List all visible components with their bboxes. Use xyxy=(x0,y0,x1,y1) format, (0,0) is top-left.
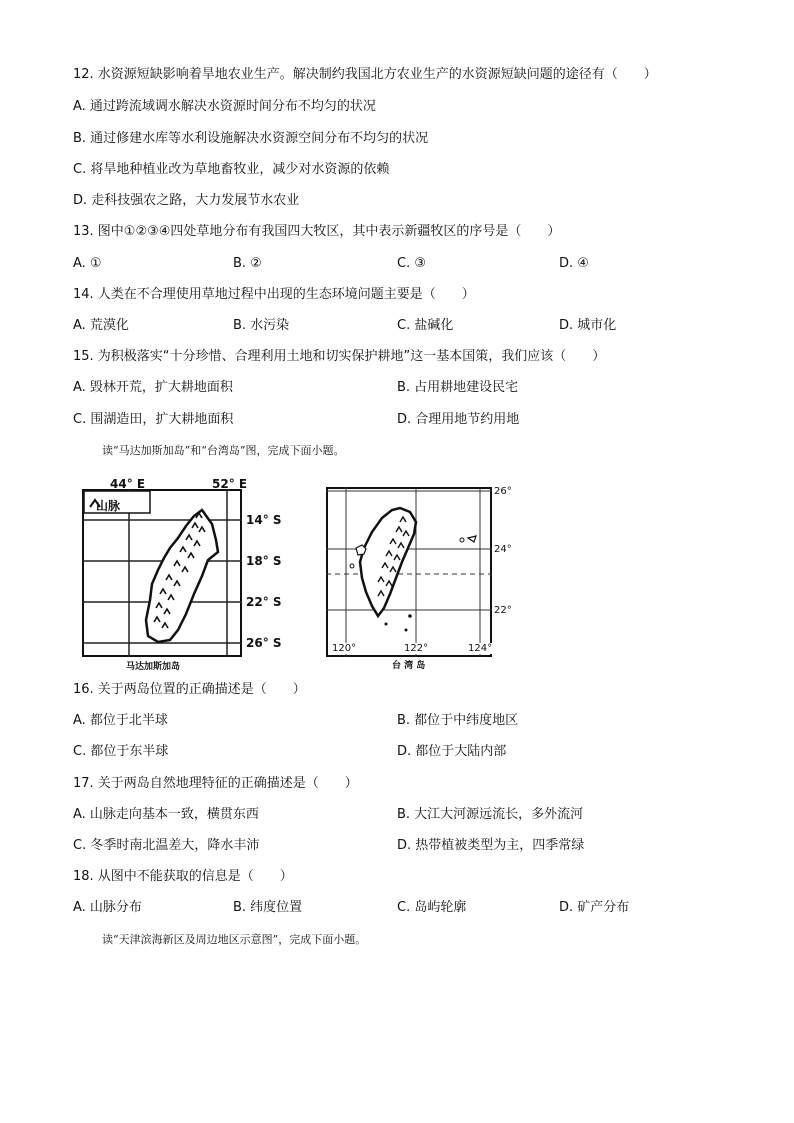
q16-option-c: C. 都位于东半球 xyxy=(73,744,169,759)
madagascar-caption: 马达加斯加岛 xyxy=(126,662,181,672)
lon-label-52e: 52° E xyxy=(212,477,248,491)
lon-label-124: 124° xyxy=(468,643,493,654)
q13-option-a: A. ① xyxy=(73,256,102,271)
q12-option-c: C. 将旱地种植业改为草地畜牧业，减少对水资源的依赖 xyxy=(73,162,390,177)
q17-option-a: A. 山脉走向基本一致，横贯东西 xyxy=(73,807,259,822)
taiwan-island-outline xyxy=(360,508,416,616)
small-island xyxy=(385,623,388,626)
diaoyu-island xyxy=(468,536,476,542)
q14-option-d: D. 城市化 xyxy=(559,318,617,333)
q13-stem: 13. 图中①②③④四处草地分布有我国四大牧区，其中表示新疆牧区的序号是（ ） xyxy=(73,224,561,239)
q15-stem: 15. 为积极落实“十分珍惜、合理利用土地和切实保护耕地”这一基本国策，我们应该（ ） xyxy=(73,349,606,364)
q14-stem: 14. 人类在不合理使用草地过程中出现的生态环境问题主要是（ ） xyxy=(73,287,475,302)
q18-stem: 18. 从图中不能获取的信息是（ ） xyxy=(73,869,293,884)
reading-intro-1: 读“马达加斯加岛”和“台湾岛”图，完成下面小题。 xyxy=(102,444,345,457)
q15-option-c: C. 围湖造田，扩大耕地面积 xyxy=(73,412,234,427)
q13-option-c: C. ③ xyxy=(397,256,426,271)
small-island xyxy=(408,614,412,618)
q16-option-a: A. 都位于北半球 xyxy=(73,713,168,728)
lat-label-24: 24° xyxy=(494,544,512,555)
q17-option-c: C. 冬季时南北温差大，降水丰沛 xyxy=(73,838,260,853)
lat-label-26: 26° xyxy=(494,486,512,497)
small-island xyxy=(460,538,464,542)
lat-label-18s: 18° S xyxy=(246,554,282,568)
q16-option-d: D. 都位于大陆内部 xyxy=(397,744,507,759)
q15-option-a: A. 毁林开荒，扩大耕地面积 xyxy=(73,380,233,395)
q15-option-b: B. 占用耕地建设民宅 xyxy=(397,380,519,395)
q18-option-a: A. 山脉分布 xyxy=(73,900,142,915)
q12-option-a: A. 通过跨流域调水解决水资源时间分布不均匀的状况 xyxy=(73,99,376,114)
q12-option-d: D. 走科技强农之路，大力发展节水农业 xyxy=(73,193,300,208)
lon-label-122: 122° xyxy=(404,643,429,654)
q18-option-c: C. 岛屿轮廓 xyxy=(397,900,467,915)
q16-option-b: B. 都位于中纬度地区 xyxy=(397,713,519,728)
q18-option-b: B. 纬度位置 xyxy=(233,900,303,915)
q17-option-b: B. 大江大河源远流长，多外流河 xyxy=(397,807,584,822)
q13-option-b: B. ② xyxy=(233,256,262,271)
legend-mountain-label: 山脉 xyxy=(96,499,121,513)
q15-option-d: D. 合理用地节约用地 xyxy=(397,412,520,427)
reading-intro-2: 读“天津滨海新区及周边地区示意图”，完成下面小题。 xyxy=(102,933,367,946)
q12-option-b: B. 通过修建水库等水利设施解决水资源空间分布不均匀的状况 xyxy=(73,131,429,146)
small-island xyxy=(405,629,408,632)
q13-option-d: D. ④ xyxy=(559,256,589,271)
lon-label-120: 120° xyxy=(332,643,357,654)
q14-option-b: B. 水污染 xyxy=(233,318,290,333)
q17-option-d: D. 热带植被类型为主，四季常绿 xyxy=(397,838,585,853)
lat-label-14s: 14° S xyxy=(246,513,282,527)
lat-label-22: 22° xyxy=(494,605,512,616)
q16-stem: 16. 关于两岛位置的正确描述是（ ） xyxy=(73,682,306,697)
q12-stem: 12. 水资源短缺影响着旱地农业生产。解决制约我国北方农业生产的水资源短缺问题的途径有（ ） xyxy=(73,67,657,82)
taiwan-caption: 台 湾 岛 xyxy=(392,661,426,671)
lon-label-44e: 44° E xyxy=(110,477,146,491)
lat-label-26s: 26° S xyxy=(246,636,282,650)
q14-option-a: A. 荒漠化 xyxy=(73,318,129,333)
q18-option-d: D. 矿产分布 xyxy=(559,900,630,915)
q14-option-c: C. 盐碱化 xyxy=(397,318,454,333)
lat-label-22s: 22° S xyxy=(246,595,282,609)
q17-stem: 17. 关于两岛自然地理特征的正确描述是（ ） xyxy=(73,776,358,791)
small-island xyxy=(350,564,354,568)
